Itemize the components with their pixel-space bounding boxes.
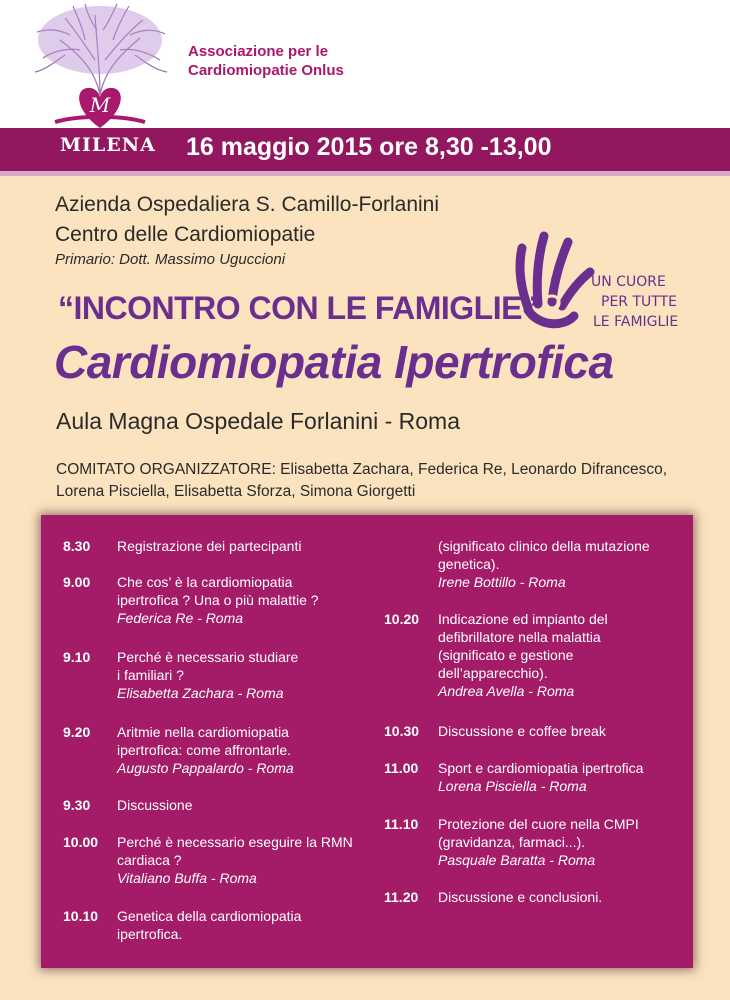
committee-line-1: COMITATO ORGANIZZATORE: Elisabetta Zachara, Federica Re, Leonardo Difrancesco,	[56, 461, 668, 478]
program-line: Indicazione ed impianto del	[438, 611, 608, 627]
centre-name: Centro delle Cardiomiopatie	[55, 223, 316, 246]
program-description	[438, 815, 639, 869]
program-line: i familiari ?	[117, 667, 184, 683]
program-line: ipertrofica ? Una o più malattie ?	[117, 592, 319, 608]
program-speaker: Vitaliano Buffa - Roma	[117, 870, 257, 886]
organizing-committee	[56, 459, 696, 503]
program-time: 10.10	[63, 908, 99, 924]
program-description	[117, 723, 294, 777]
program-description	[117, 833, 353, 887]
program-time: 8.30	[63, 538, 91, 554]
program-speaker: Augusto Pappalardo - Roma	[117, 760, 294, 776]
association-line-2: Cardiomiopatie Onlus	[188, 62, 344, 79]
program-time: 9.00	[63, 574, 91, 590]
program-speaker: Federica Re - Roma	[117, 610, 244, 626]
program-line: (significato e gestione	[438, 647, 574, 663]
hand-logo-line-1: UN CUORE	[591, 274, 666, 290]
program-time: 11.10	[384, 816, 419, 832]
program-line: Perché è necessario eseguire la RMN	[117, 834, 353, 850]
venue: Aula Magna Ospedale Forlanini - Roma	[56, 408, 460, 434]
program-line: (gravidanza, farmaci...).	[438, 834, 586, 850]
program-description	[117, 648, 298, 702]
program-description	[438, 537, 650, 591]
program-description	[438, 759, 643, 795]
event-date: 16 maggio 2015 ore 8,30 -13,00	[186, 133, 552, 161]
association-name	[188, 42, 344, 80]
program-description	[438, 722, 606, 740]
program-description	[438, 610, 608, 700]
program-line: ipertrofica.	[117, 926, 183, 942]
committee-line-2: Lorena Pisciella, Elisabetta Sforza, Simona Giorgetti	[56, 483, 416, 500]
incontro-heading: “INCONTRO CON LE FAMIGLIE”	[58, 290, 538, 326]
program-speaker: Lorena Pisciella - Roma	[438, 778, 587, 794]
program-time: 11.20	[384, 889, 419, 905]
program-description	[117, 907, 301, 943]
association-line-1: Associazione per le	[188, 43, 329, 60]
program-description	[117, 796, 192, 814]
hospital-name: Azienda Ospedaliera S. Camillo-Forlanini	[55, 193, 440, 216]
hand-logo-line-3: LE FAMIGLIE	[593, 314, 679, 330]
logo-name: MILENA	[60, 134, 156, 156]
program-line: Genetica della cardiomiopatia	[117, 908, 302, 924]
program-line: Aritmie nella cardiomiopatia	[117, 724, 289, 740]
program-line: Sport e cardiomiopatia ipertrofica	[438, 760, 644, 776]
program-line: dell’apparecchio).	[438, 665, 548, 681]
program-description	[438, 888, 602, 906]
program-time: 10.30	[384, 723, 420, 739]
program-line: Che cos’ è la cardiomiopatia	[117, 574, 293, 590]
program-line: Discussione e conclusioni.	[438, 889, 603, 905]
program-line: cardiaca ?	[117, 852, 182, 868]
primario: Primario: Dott. Massimo Uguccioni	[55, 251, 286, 268]
program-time: 9.20	[63, 724, 91, 740]
tree-heart-logo	[25, 0, 175, 140]
program-description	[117, 573, 319, 627]
page-title: Cardiomiopatia Ipertrofica	[54, 336, 614, 388]
program-speaker: Irene Bottillo - Roma	[438, 574, 566, 590]
program-time: 9.30	[63, 797, 91, 813]
program-time: 11.00	[384, 760, 419, 776]
hand-logo-line-2: PER TUTTE	[601, 294, 677, 310]
program-line: Protezione del cuore nella CMPI	[438, 816, 639, 832]
program-panel	[41, 515, 693, 968]
program-line: ipertrofica: come affrontarle.	[117, 742, 292, 758]
program-line: Registrazione dei partecipanti	[117, 538, 302, 554]
hand-logo	[508, 226, 698, 338]
program-line: (significato clinico della mutazione	[438, 538, 650, 554]
program-speaker: Andrea Avella - Roma	[438, 683, 575, 699]
program-line: Perché è necessario studiare	[117, 649, 299, 665]
program-line: Discussione e coffee break	[438, 723, 606, 739]
program-line: genetica).	[438, 556, 500, 572]
program-time: 9.10	[63, 649, 91, 665]
program-line: defibrillatore nella malattia	[438, 629, 601, 645]
program-description	[117, 537, 301, 555]
program-speaker: Pasquale Baratta - Roma	[438, 852, 596, 868]
program-time: 10.00	[63, 834, 99, 850]
program-time: 10.20	[384, 611, 420, 627]
logo-letter: M	[89, 93, 111, 117]
program-speaker: Elisabetta Zachara - Roma	[117, 685, 284, 701]
program-line: Discussione	[117, 797, 193, 813]
